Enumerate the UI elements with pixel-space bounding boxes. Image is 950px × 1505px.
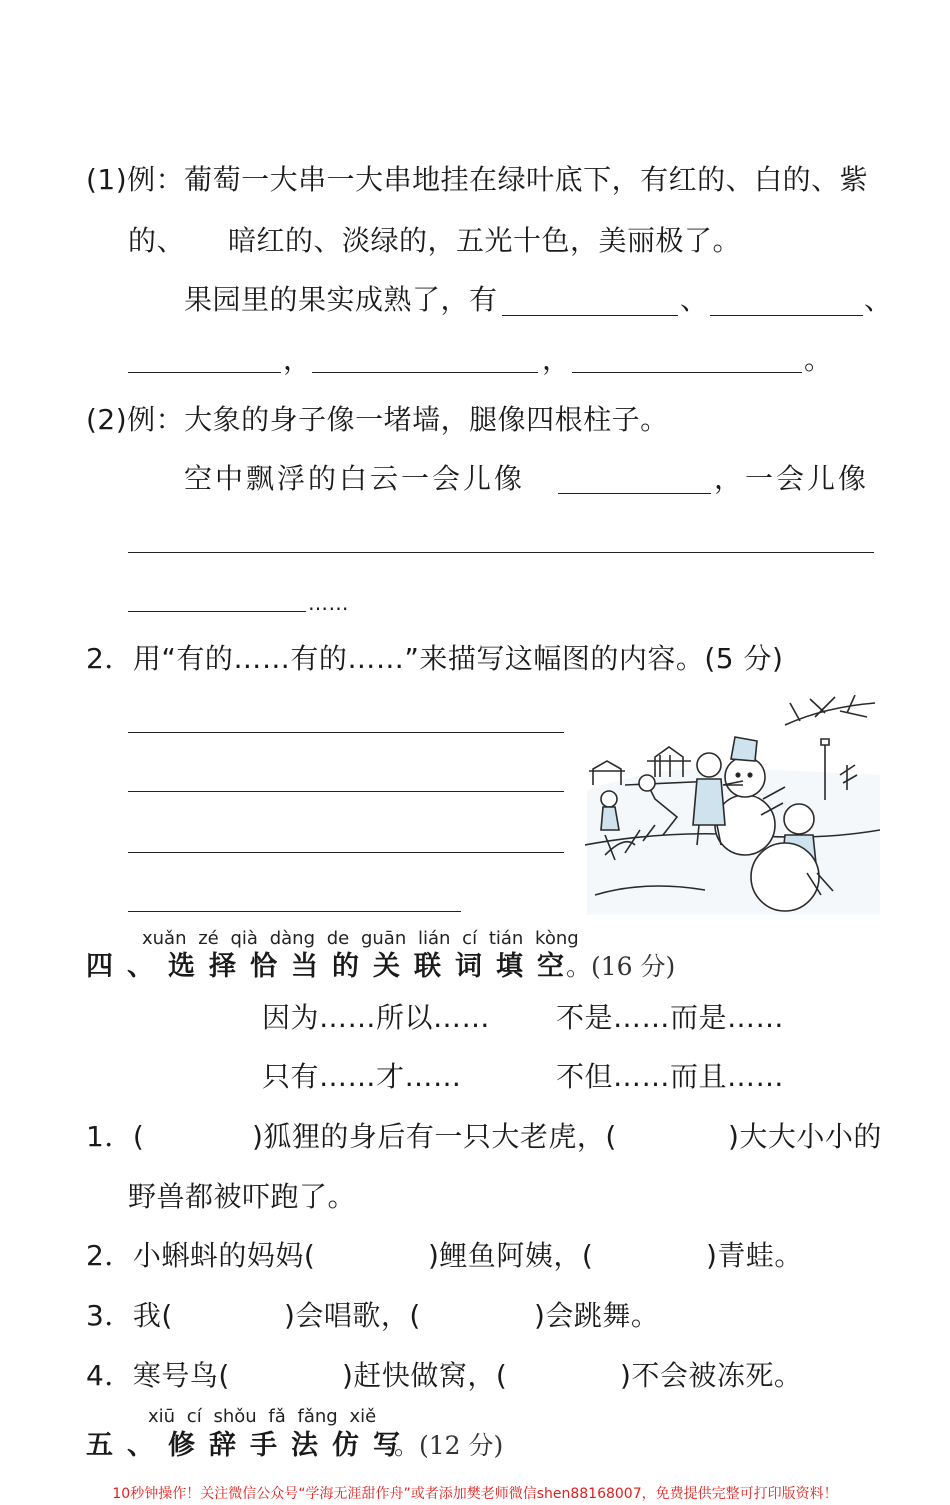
section5-score: 。(12 分) [394,1431,504,1460]
q2-prompt-end: ，一会儿像 [714,462,870,495]
q4-2-c: )青蛙。 [706,1239,803,1272]
q1-blank-2[interactable] [710,315,863,316]
q4-1-num: 1．( [86,1120,145,1153]
q2-blank-3[interactable] [128,611,306,612]
q2-prompt: 空中飘浮的白云一会儿像 [184,462,526,495]
pinyin-4: de [326,928,350,949]
section4-title: 四、选择恰当的关联词填空 [86,951,578,982]
pinyin-7: cí [462,928,478,949]
q1-prompt: 果园里的果实成熟了，有 [184,283,498,316]
q1-dun-1: 、 [680,283,709,316]
q4-4-b: )赶快做窝，( [342,1359,508,1392]
q1-blank-4[interactable] [312,372,538,373]
q1-comma-1: ， [283,343,312,376]
q2-blank-1[interactable] [558,493,711,494]
q1-period: 。 [804,343,833,376]
q4-4-a: 4．寒号鸟( [86,1359,230,1392]
pinyin-3: dàng [269,928,315,949]
section5-title: 五、修辞手法仿写 [86,1430,414,1461]
q2-example: (2)例：大象的身子像一堵墙，腿像四根柱子。 [86,403,669,436]
item2-blank-3[interactable] [128,852,564,853]
pinyin-5: guān [360,928,407,949]
option-yinwei-suoyi: 因为……所以…… [262,1001,491,1034]
item2-blank-2[interactable] [128,791,564,792]
q1-blank-5[interactable] [572,372,802,373]
pinyin-s5-2: shǒu [213,1406,257,1427]
section5-pinyin [148,1406,376,1428]
q4-1-mid: )狐狸的身后有一只大老虎，( [252,1120,617,1153]
q1-dun-2: 、 [864,283,893,316]
pinyin-6: lián [417,928,451,949]
promo-footer: 10秒钟操作！关注微信公众号“学海无涯甜作舟”或者添加樊老师微信shen88168007，免费提供完整可打印版资料！ [112,1486,838,1502]
option-bushi-ershi: 不是……而是…… [556,1001,785,1034]
pinyin-2: qià [230,928,258,949]
q4-3-a: 3．我( [86,1299,173,1332]
q4-3-c: )会跳舞。 [534,1299,660,1332]
item2-prompt: 2．用“有的……有的……”来描写这幅图的内容。(5 分) [86,642,784,675]
q2-blank-2[interactable] [128,552,874,553]
option-budan-erqie: 不但……而且…… [556,1060,785,1093]
q4-1-end: )大大小小的 [728,1120,882,1153]
children-snowman-illustration-icon [585,695,880,915]
section4-pinyin [142,928,579,950]
q1-example-line1: (1)例：葡萄一大串一大串地挂在绿叶底下，有红的、白的、紫 [86,163,869,196]
q4-3-b: )会唱歌，( [284,1299,421,1332]
pinyin-s5-4: fǎng [297,1406,338,1427]
q1-blank-1[interactable] [502,315,678,316]
option-zhiyou-cai: 只有……才…… [262,1060,462,1093]
pinyin-0: xuǎn [142,928,187,949]
pinyin-s5-3: fǎ [268,1406,286,1427]
q2-ellipsis: …… [308,591,349,615]
pinyin-s5-1: cí [186,1406,202,1427]
q4-2-a: 2．小蝌蚪的妈妈( [86,1239,316,1272]
q1-example-line2: 的、 暗红的、淡绿的，五光十色，美丽极了。 [128,224,742,257]
pinyin-s5-0: xiū [148,1406,176,1427]
pinyin-8: tián [488,928,524,949]
pinyin-9: kòng [535,928,579,949]
q4-4-c: )不会被冻死。 [620,1359,803,1392]
item2-blank-4[interactable] [128,911,461,912]
q4-2-b: )鲤鱼阿姨，( [428,1239,594,1272]
pinyin-s5-5: xiě [349,1406,377,1427]
q4-1-cont: 野兽都被吓跑了。 [128,1180,357,1213]
pinyin-1: zé [198,928,219,949]
q1-comma-2: ， [542,343,571,376]
section4-score: 。(16 分) [566,952,676,981]
q1-blank-3[interactable] [128,372,281,373]
item2-blank-1[interactable] [128,732,564,733]
